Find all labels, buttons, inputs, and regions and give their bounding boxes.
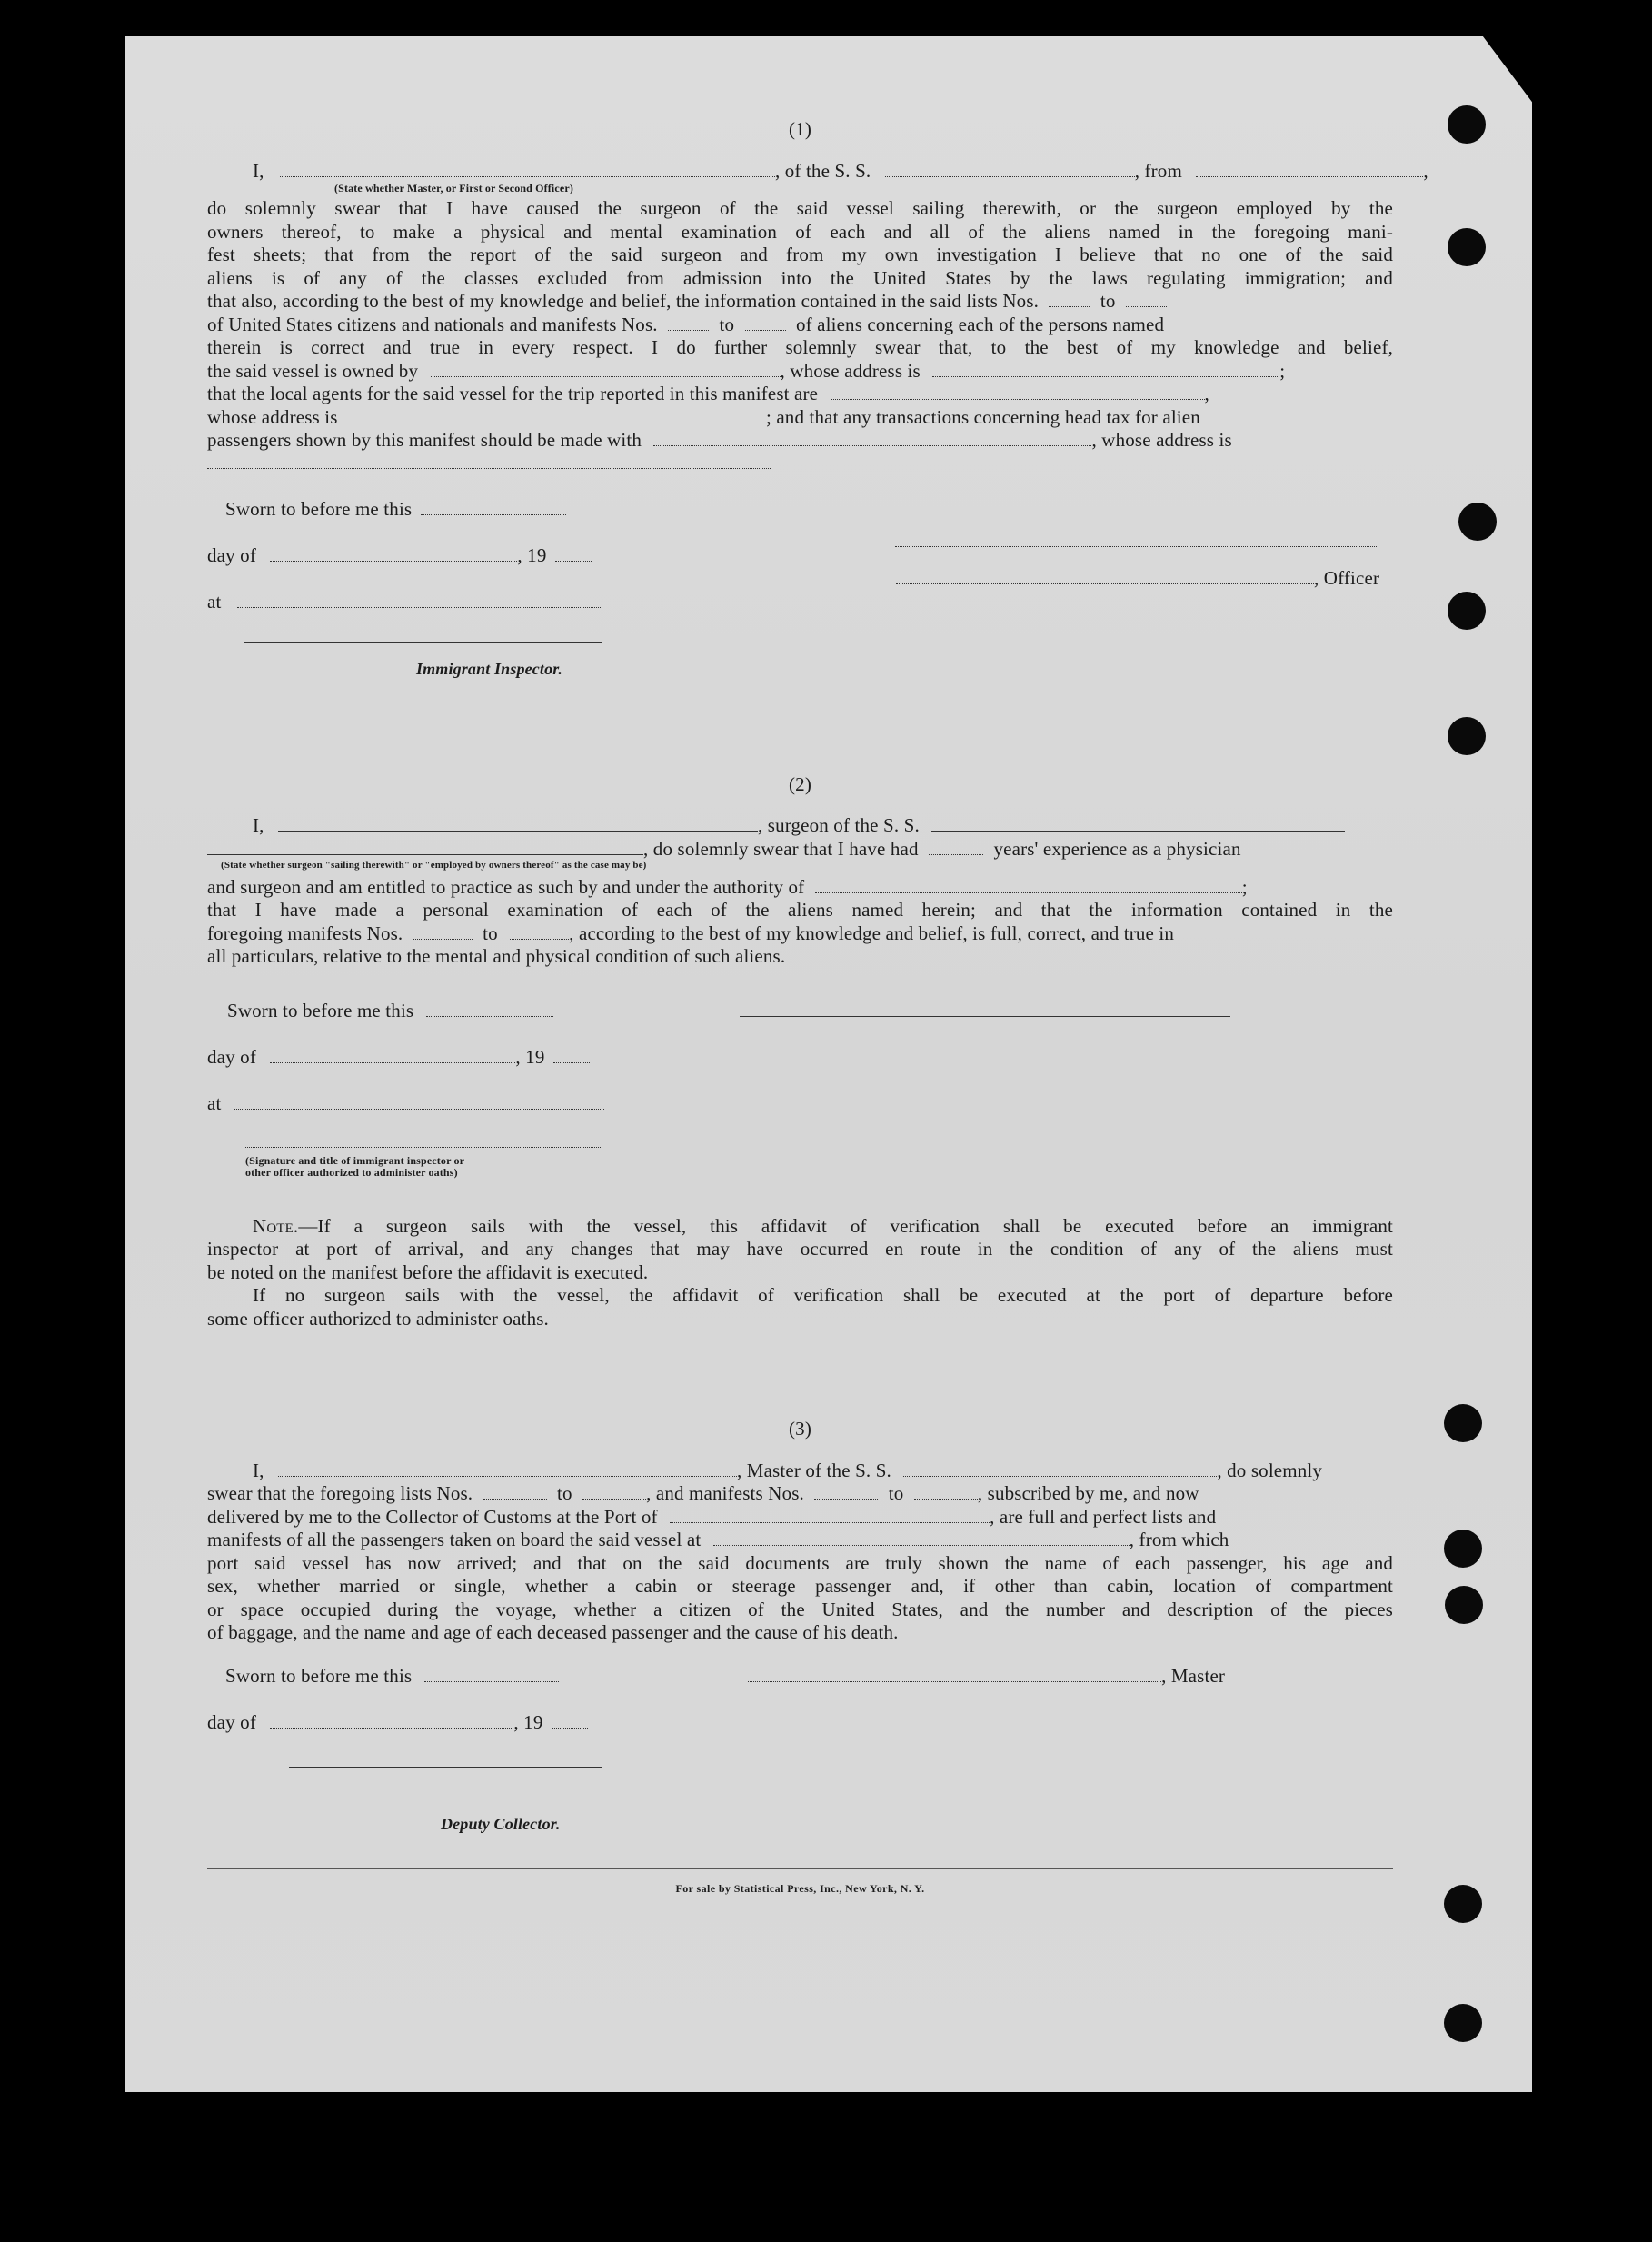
binder-hole xyxy=(1448,105,1486,144)
section-1-number: (1) xyxy=(789,118,811,140)
note-line: inspector at port of arrival, and any changes that may have occurred en route in the condition of any of the aliens must xyxy=(207,1238,1393,1260)
binder-hole xyxy=(1444,1404,1482,1442)
master-lists-from-field[interactable] xyxy=(483,1485,547,1500)
master-name-field[interactable] xyxy=(278,1462,737,1477)
section-1-body-line: do solemnly swear that I have caused the surgeon of the said vessel sailing therewith, or the surgeon employed by the xyxy=(207,197,1393,219)
binder-hole xyxy=(1448,717,1486,755)
immigrant-inspector-caption: Immigrant Inspector. xyxy=(416,660,563,678)
section-1-lists-line: that also, according to the best of my knowledge and belief, the information contained in the said lists Nos. to xyxy=(207,290,1393,314)
section-1-body-line: fest sheets; that from the report of the said surgeon and from my own investigation I believe that no one of the said xyxy=(207,244,1393,265)
section-2-body-line: that I have made a personal examination of each of the aliens named herein; and that the information contained in the xyxy=(207,899,1393,921)
sworn-month-field[interactable] xyxy=(270,547,517,562)
section-3-dayof-line: day of , 19 xyxy=(207,1711,1393,1735)
years-experience-field[interactable] xyxy=(929,841,983,855)
binder-hole xyxy=(1448,592,1486,630)
surgeon-manifest-to-field[interactable] xyxy=(510,925,569,940)
binder-hole xyxy=(1448,228,1486,266)
footer-divider xyxy=(207,1868,1393,1869)
section-1-sworn-line: Sworn to before me this xyxy=(207,498,1393,522)
section-1-owned-line: the said vessel is owned by , whose address is ; xyxy=(207,360,1286,382)
sworn-day-field[interactable] xyxy=(421,501,566,515)
inspector-2-signature-field[interactable] xyxy=(244,1133,602,1148)
officer-name-field[interactable] xyxy=(280,163,775,177)
section-1-line-officer: I, , of the S. S. , from , xyxy=(253,160,1428,182)
section-2-number: (2) xyxy=(789,773,811,795)
master-lists-to-field[interactable] xyxy=(582,1485,646,1500)
binder-hole xyxy=(1444,2004,1482,2042)
section-1-body-line: aliens is of any of the classes excluded from admission into the United States by the laws regulating immigration; and xyxy=(207,267,1393,289)
section-1-citizens-line: of United States citizens and nationals and manifests Nos. to of aliens concerning each of the persons named xyxy=(207,314,1165,335)
owner-field[interactable] xyxy=(431,363,781,377)
section-1-dayof-line: day of , 19 xyxy=(207,544,1393,568)
from-port-field[interactable] xyxy=(1196,163,1423,177)
deputy-collector-signature-field[interactable] xyxy=(289,1753,602,1768)
boarding-port-field[interactable] xyxy=(713,1531,1130,1546)
binder-hole xyxy=(1458,503,1497,541)
section-3-body-line: port said vessel has now arrived; and that on the said documents are truly shown the name of each passenger, his age and xyxy=(207,1552,1393,1574)
section-2-surgeon-line: I, , surgeon of the S. S. xyxy=(207,814,1393,838)
master-vessel-field[interactable] xyxy=(903,1462,1217,1477)
master-manifests-from-field[interactable] xyxy=(814,1485,878,1500)
section-1-at-line: at xyxy=(207,591,1393,614)
head-tax-address-field[interactable] xyxy=(207,454,771,469)
surgeon-sworn-day-field[interactable] xyxy=(426,1002,553,1017)
master-sworn-month-field[interactable] xyxy=(270,1714,513,1729)
officer-caption: (State whether Master, or First or Second Officer) xyxy=(334,182,573,194)
note-line: be noted on the manifest before the affidavit is executed. xyxy=(207,1261,649,1283)
section-3-port-line: delivered by me to the Collector of Customs at the Port of , are full and perfect lists and xyxy=(207,1506,1217,1528)
agents-address-field[interactable] xyxy=(348,409,766,423)
section-1-officer-line: , Officer xyxy=(207,567,1393,591)
surgeon-caption: (State whether surgeon "sailing therewith" or "employed by owners thereof" as the case may be) xyxy=(221,860,647,871)
head-tax-agent-field[interactable] xyxy=(653,432,1091,446)
section-3-body-line: or space occupied during the voyage, whether a citizen of the United States, and the number and description of the pieces xyxy=(207,1599,1393,1620)
surgeon-sworn-year-field[interactable] xyxy=(553,1049,590,1063)
section-1-agents-line: that the local agents for the said vessel for the trip reported in this manifest are , xyxy=(207,383,1209,404)
binder-hole xyxy=(1444,1530,1482,1568)
inspector-signature-field[interactable] xyxy=(244,628,602,643)
master-sworn-day-field[interactable] xyxy=(424,1668,559,1682)
surgeon-manifest-from-field[interactable] xyxy=(413,925,473,940)
sworn-place-field[interactable] xyxy=(237,593,601,608)
section-1-body-line: therein is correct and true in every respect. I do further solemnly swear that, to the best of my knowledge and belief, xyxy=(207,336,1393,358)
surgeon-name-field[interactable] xyxy=(278,817,758,832)
section-2-sworn-line: Sworn to before me this xyxy=(207,1000,1393,1023)
section-3-master-line: I, , Master of the S. S. , do solemnly xyxy=(253,1460,1323,1481)
section-3-lists-line: swear that the foregoing lists Nos. to , and manifests Nos. to , subscribed by me, and now xyxy=(207,1482,1199,1504)
master-sworn-year-field[interactable] xyxy=(552,1714,588,1729)
section-2-dayof-line: day of , 19 xyxy=(207,1046,1393,1070)
surgeon-vessel-field[interactable] xyxy=(931,817,1345,832)
section-2-manifests-line: foregoing manifests Nos. to , according to the best of my knowledge and belief, is full, correct, and true in xyxy=(207,922,1175,944)
customs-port-field[interactable] xyxy=(670,1509,990,1523)
sworn-year-field[interactable] xyxy=(555,547,592,562)
section-2-authority-line: and surgeon and am entitled to practice as such by and under the authority of ; xyxy=(207,876,1248,898)
surgeon-sworn-place-field[interactable] xyxy=(234,1095,604,1110)
section-1-address-line: whose address is ; and that any transactions concerning head tax for alien xyxy=(207,406,1200,428)
note-line: If no surgeon sails with the vessel, the affidavit of verification shall be executed at the port of departure before xyxy=(253,1284,1393,1306)
surgeon-status-field[interactable] xyxy=(207,841,643,855)
note-line: Note.—If a surgeon sails with the vessel, this affidavit of verification shall be executed before an immigrant xyxy=(253,1215,1393,1237)
section-3-sworn-line: Sworn to before me this , Master xyxy=(225,1665,1226,1687)
binder-hole xyxy=(1444,1885,1482,1923)
authority-field[interactable] xyxy=(815,879,1242,893)
section-2-experience-line: , do solemnly swear that I have had years' experience as a physician xyxy=(207,838,1393,862)
section-3-boarded-line: manifests of all the passengers taken on board the said vessel at , from which xyxy=(207,1529,1229,1550)
citizen-manifest-to-field[interactable] xyxy=(745,316,786,331)
owner-address-field[interactable] xyxy=(932,363,1279,377)
citizen-manifest-from-field[interactable] xyxy=(668,316,709,331)
surgeon-sworn-month-field[interactable] xyxy=(270,1049,515,1063)
section-2-at-line: at xyxy=(207,1092,1393,1116)
section-1-body-line: owners thereof, to make a physical and mental examination of each and all of the aliens named in the foregoing mani- xyxy=(207,221,1393,243)
lists-from-field[interactable] xyxy=(1049,293,1090,307)
surgeon-signature-field[interactable] xyxy=(740,1002,1230,1017)
section-2-body-line: all particulars, relative to the mental and physical condition of such aliens. xyxy=(207,945,786,967)
section-3-body-line: of baggage, and the name and age of each deceased passenger and the cause of his death. xyxy=(207,1621,899,1643)
signature-caption: other officer authorized to administer oaths) xyxy=(245,1166,458,1179)
note-line: some officer authorized to administer oaths. xyxy=(207,1308,549,1330)
agents-field[interactable] xyxy=(831,385,1205,400)
section-1-passengers-line: passengers shown by this manifest should be made with , whose address is xyxy=(207,429,1232,451)
lists-to-field[interactable] xyxy=(1126,293,1167,307)
printer-credit: For sale by Statistical Press, Inc., New York, N. Y. xyxy=(675,1882,925,1895)
section-3-number: (3) xyxy=(789,1418,811,1440)
master-signature-field[interactable] xyxy=(748,1668,1161,1682)
deputy-collector-caption: Deputy Collector. xyxy=(441,1815,561,1833)
vessel-name-field[interactable] xyxy=(885,163,1135,177)
officer-signature-field[interactable] xyxy=(896,570,1314,584)
signature-caption: (Signature and title of immigrant inspector or xyxy=(245,1154,465,1167)
section-3-body-line: sex, whether married or single, whether a cabin or steerage passenger and, if other than cabin, location of compartment xyxy=(207,1575,1393,1597)
master-manifests-to-field[interactable] xyxy=(914,1485,978,1500)
binder-hole xyxy=(1445,1586,1483,1624)
